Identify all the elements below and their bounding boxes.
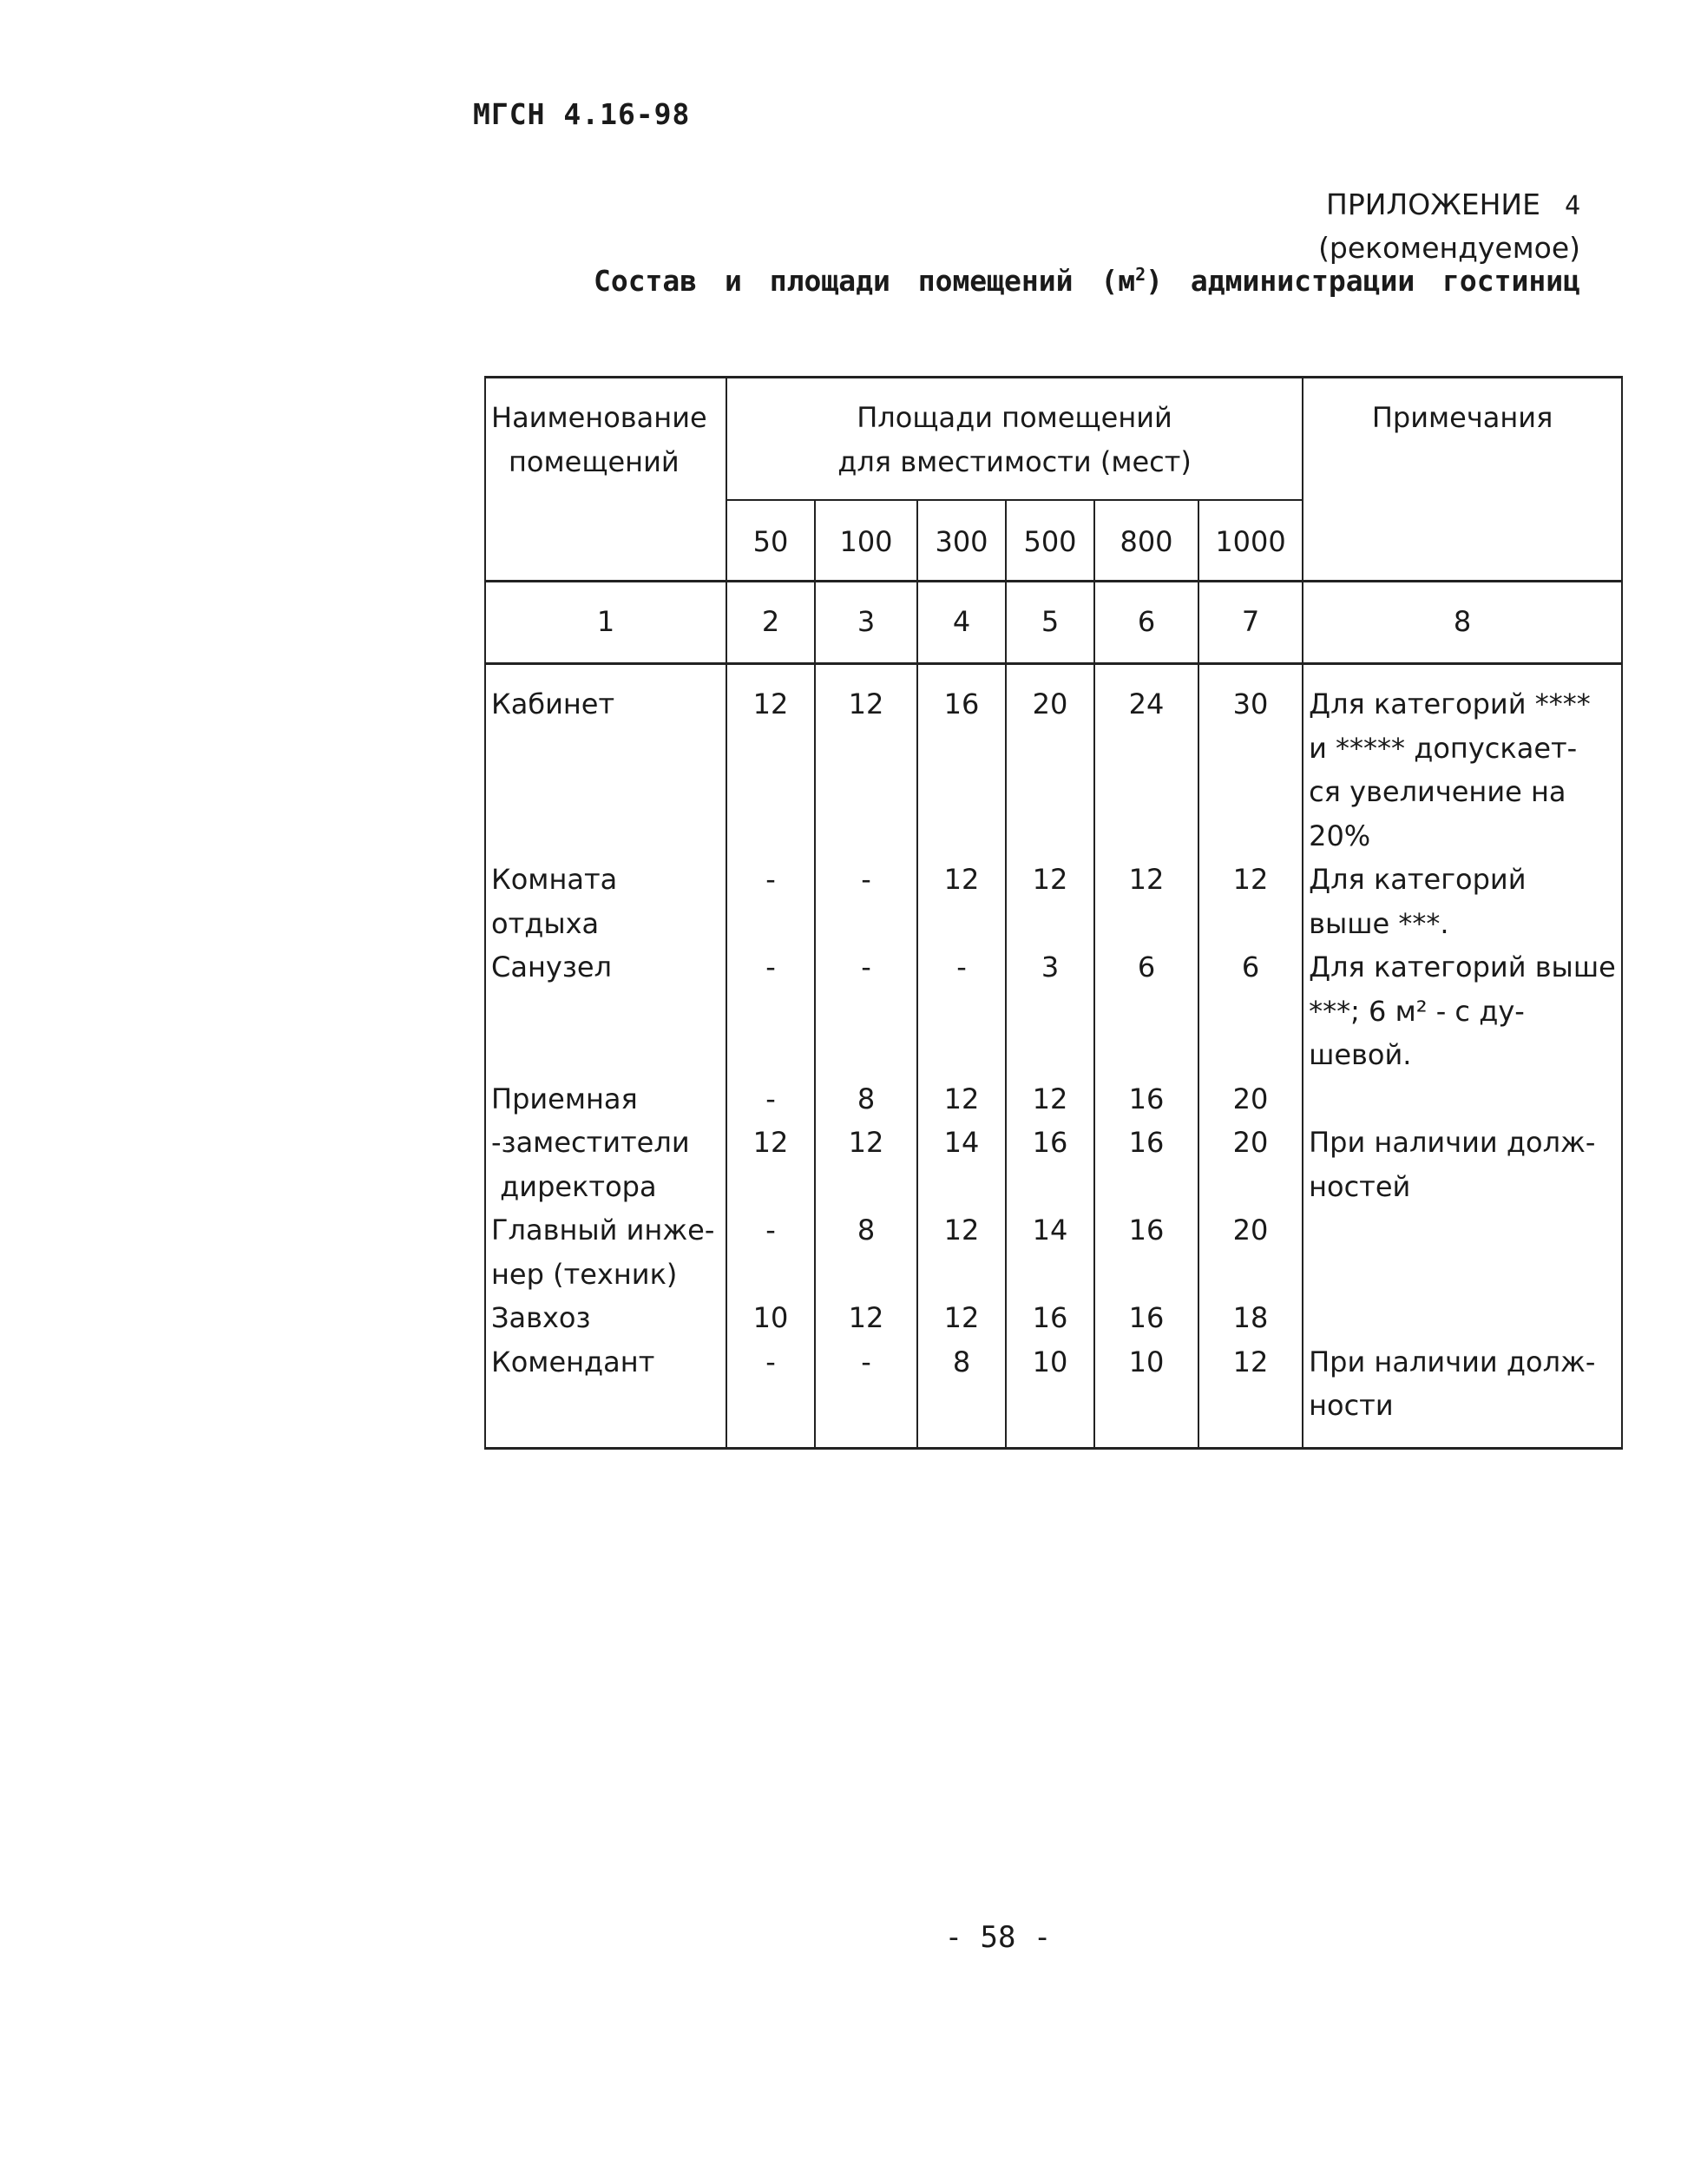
area-value-cell: 6 xyxy=(1198,945,1303,1077)
area-value-cell: - xyxy=(815,1340,917,1449)
room-name-cell xyxy=(485,1208,726,1296)
table-row xyxy=(485,858,1622,945)
column-number: 6 xyxy=(1094,581,1198,664)
table-body xyxy=(485,664,1622,1449)
area-value-cell: 10 xyxy=(1094,1340,1198,1449)
column-number: 7 xyxy=(1198,581,1303,664)
table-row xyxy=(485,1121,1622,1208)
capacity-cell: 100 xyxy=(815,500,917,581)
area-value-cell: 12 xyxy=(726,1121,815,1208)
area-value-cell: 8 xyxy=(815,1077,917,1122)
column-number: 8 xyxy=(1303,581,1622,664)
area-value-cell: 12 xyxy=(917,858,1006,945)
room-name-line: отдыха xyxy=(491,906,600,940)
appendix-label-line xyxy=(1318,184,1580,227)
area-value-cell: 18 xyxy=(1198,1296,1303,1340)
document-code: МГСН 4.16-98 xyxy=(473,97,691,131)
area-value-cell: 16 xyxy=(1006,1296,1094,1340)
area-value-cell: 12 xyxy=(1006,1077,1094,1122)
table-title-end: ) администрации гостиниц xyxy=(1146,264,1580,298)
capacity-cell: 300 xyxy=(917,500,1006,581)
area-value-cell: 16 xyxy=(1006,1121,1094,1208)
area-value-cell: 20 xyxy=(1006,664,1094,858)
table-row xyxy=(485,1208,1622,1296)
room-name-line: Завхоз xyxy=(491,1301,591,1334)
appendix-number: 4 xyxy=(1564,191,1580,221)
note-cell xyxy=(1303,1208,1622,1296)
area-value-cell: - xyxy=(917,945,1006,1077)
header-areas-caption-line: Площади помещений xyxy=(857,401,1172,434)
area-value-cell: 6 xyxy=(1094,945,1198,1077)
area-value-cell: 20 xyxy=(1198,1121,1303,1208)
header-room-name-line: помещений xyxy=(509,444,680,478)
note-line: ностей xyxy=(1309,1169,1411,1203)
area-value-cell: - xyxy=(726,858,815,945)
room-name-line: нер (техник) xyxy=(491,1257,678,1291)
capacity-cell: 800 xyxy=(1094,500,1198,581)
note-line: шевой. xyxy=(1309,1038,1412,1071)
note-line: и ***** допускает- xyxy=(1309,731,1578,765)
capacity-cell: 1000 xyxy=(1198,500,1303,581)
room-name-cell xyxy=(485,945,726,1077)
note-cell xyxy=(1303,1121,1622,1208)
area-value-cell: 12 xyxy=(1198,858,1303,945)
area-value-cell: 12 xyxy=(1006,858,1094,945)
room-name-line: Комендант xyxy=(491,1345,655,1378)
room-name-line: Главный инже- xyxy=(491,1214,715,1247)
room-name-line: директора xyxy=(491,1169,657,1203)
column-number: 1 xyxy=(485,581,726,664)
area-value-cell: 20 xyxy=(1198,1208,1303,1296)
area-value-cell: 16 xyxy=(1094,1121,1198,1208)
note-line xyxy=(1309,1208,1616,1252)
header-room-name xyxy=(485,378,726,582)
note-line: При наличии долж- xyxy=(1309,1126,1596,1159)
area-value-cell: - xyxy=(815,945,917,1077)
area-value-cell: 3 xyxy=(1006,945,1094,1077)
table-row xyxy=(485,1340,1622,1449)
area-value-cell: 12 xyxy=(815,1121,917,1208)
area-value-cell: 12 xyxy=(815,1296,917,1340)
area-value-cell: - xyxy=(726,1077,815,1122)
area-value-cell: 16 xyxy=(1094,1208,1198,1296)
note-line: Для категорий **** xyxy=(1309,687,1591,720)
table-row xyxy=(485,664,1622,858)
area-value-cell: 20 xyxy=(1198,1077,1303,1122)
header-areas-caption-line: для вместимости (мест) xyxy=(837,444,1192,478)
room-name-cell xyxy=(485,1340,726,1449)
header-areas-caption xyxy=(726,378,1303,501)
rooms-area-table xyxy=(484,376,1623,1450)
room-name-cell xyxy=(485,664,726,858)
table-title-superscript: 2 xyxy=(1135,264,1146,285)
area-value-cell: 12 xyxy=(1094,858,1198,945)
note-line xyxy=(1309,1296,1616,1339)
room-name-cell xyxy=(485,1121,726,1208)
header-room-name-line: Наименование xyxy=(491,401,707,434)
area-value-cell: - xyxy=(815,858,917,945)
note-cell xyxy=(1303,1077,1622,1122)
header-notes: Примечания xyxy=(1303,378,1622,582)
table-title xyxy=(594,264,1580,298)
area-value-cell: 30 xyxy=(1198,664,1303,858)
area-value-cell: 8 xyxy=(815,1208,917,1296)
area-value-cell: 12 xyxy=(917,1296,1006,1340)
appendix-type: (рекомендуемое) xyxy=(1318,231,1580,265)
note-line: Для категорий xyxy=(1309,863,1527,896)
capacity-cell: 50 xyxy=(726,500,815,581)
table-row xyxy=(485,945,1622,1077)
note-line: ности xyxy=(1309,1389,1394,1422)
column-number: 2 xyxy=(726,581,815,664)
table-row xyxy=(485,1296,1622,1340)
room-name-cell xyxy=(485,858,726,945)
area-value-cell: 16 xyxy=(917,664,1006,858)
room-name-cell xyxy=(485,1077,726,1122)
column-number-row xyxy=(485,581,1622,664)
room-name-cell xyxy=(485,1296,726,1340)
area-value-cell: 12 xyxy=(917,1208,1006,1296)
room-name-line: -заместители xyxy=(491,1126,690,1159)
note-cell xyxy=(1303,1296,1622,1340)
area-value-cell: 12 xyxy=(815,664,917,858)
room-name-line: Комната xyxy=(491,863,618,896)
room-name-line: Приемная xyxy=(491,1082,638,1115)
area-value-cell: 10 xyxy=(1006,1340,1094,1449)
note-line: 20% xyxy=(1309,819,1371,852)
area-value-cell: 10 xyxy=(726,1296,815,1340)
note-line: ***; 6 м² - с ду- xyxy=(1309,994,1525,1028)
area-value-cell: 24 xyxy=(1094,664,1198,858)
table-title-main: Состав и площади помещений (м xyxy=(593,264,1136,298)
appendix-heading xyxy=(1318,184,1580,269)
appendix-label: ПРИЛОЖЕНИЕ xyxy=(1326,187,1540,221)
page-number: - 58 - xyxy=(944,1920,1052,1955)
note-line: При наличии долж- xyxy=(1309,1345,1596,1378)
table-row xyxy=(485,1077,1622,1122)
column-number: 3 xyxy=(815,581,917,664)
area-value-cell: 12 xyxy=(1198,1340,1303,1449)
column-number: 4 xyxy=(917,581,1006,664)
column-number: 5 xyxy=(1006,581,1094,664)
room-name-line: Кабинет xyxy=(491,687,615,720)
note-cell xyxy=(1303,945,1622,1077)
area-value-cell: 12 xyxy=(917,1077,1006,1122)
area-value-cell: - xyxy=(726,945,815,1077)
note-line xyxy=(1309,1077,1616,1121)
area-value-cell: - xyxy=(726,1340,815,1449)
note-cell xyxy=(1303,1340,1622,1449)
area-value-cell: - xyxy=(726,1208,815,1296)
area-value-cell: 14 xyxy=(1006,1208,1094,1296)
area-value-cell: 16 xyxy=(1094,1077,1198,1122)
area-value-cell: 16 xyxy=(1094,1296,1198,1340)
note-line: Для категорий выше xyxy=(1309,951,1616,983)
area-value-cell: 8 xyxy=(917,1340,1006,1449)
capacity-cell: 500 xyxy=(1006,500,1094,581)
room-name-line: Санузел xyxy=(491,951,612,983)
note-cell xyxy=(1303,858,1622,945)
note-line: ся увеличение на xyxy=(1309,775,1566,808)
area-value-cell: 14 xyxy=(917,1121,1006,1208)
note-line: выше ***. xyxy=(1309,906,1449,940)
note-cell xyxy=(1303,664,1622,858)
area-value-cell: 12 xyxy=(726,664,815,858)
